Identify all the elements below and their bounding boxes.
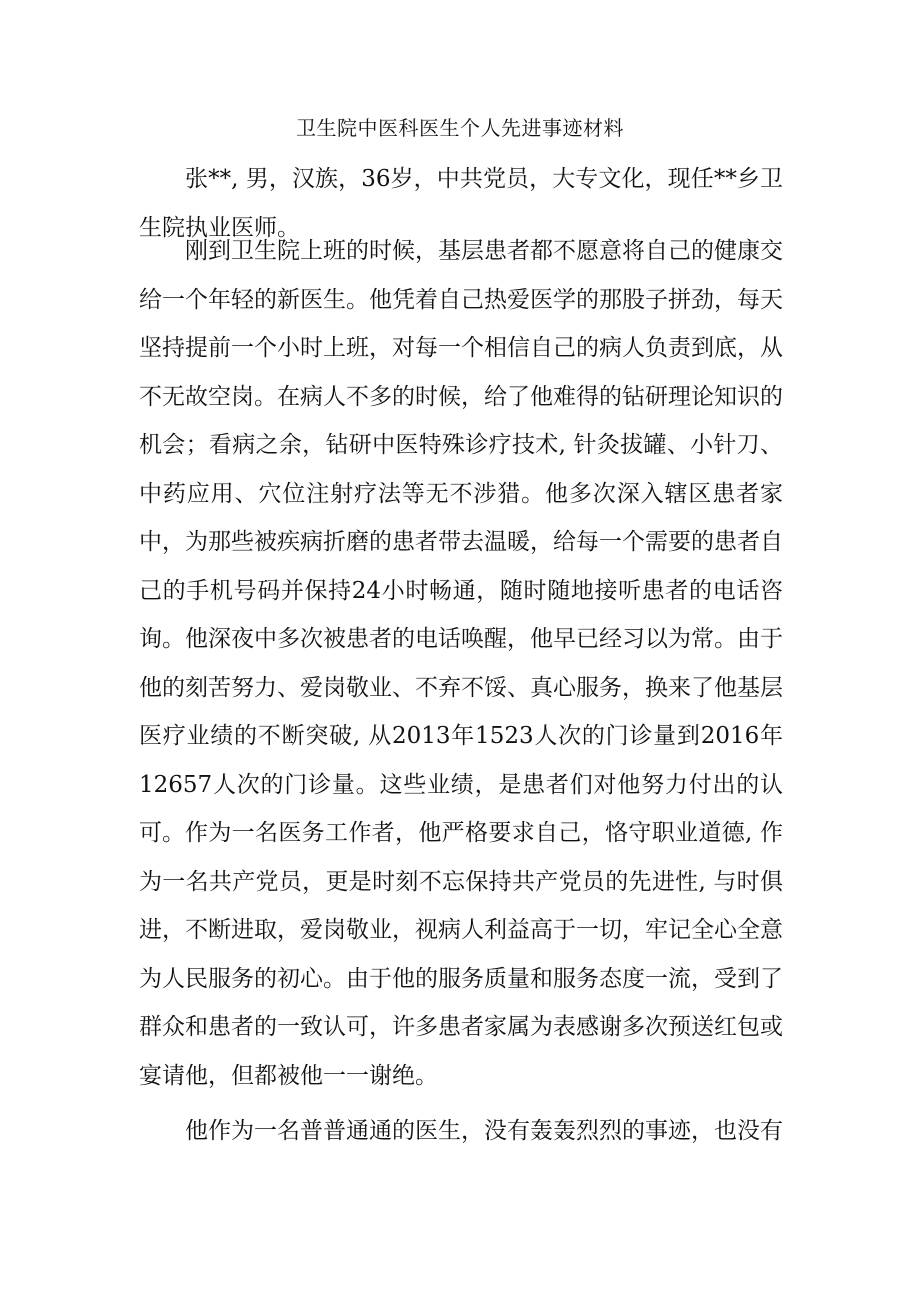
paragraph-work-history: 刚到卫生院上班的时候，基层患者都不愿意将自己的健康交给一个年轻的新医生。他凭着自己热爱医学的那股子拼劲，每天坚持提前一个小时上班，对每一个相信自己的病人负责到底，从不无故空岗。在病人不多的时候，给了他难得的钻研理论知识的机会；看病之余，钻研中医特殊诊疗技术, 针灸拔罐、小针刀、中药应用、穴位注射疗法等无不涉猎。他多次深入辖区患者家中，为那些被疾病折磨的患者带去温暖，给每一个需要的患者自己的手机号码并保持24小时畅通，随时随地接听患者的电话咨询。他深夜中多次被患者的电话唤醒，他早已经习以为常。由于他的刻苦努力、爱岗敬业、不弃不馁、真心服务，换来了他基层医疗业绩的不断突破, 从2013年1523人次的门诊量到2016年12657人次的门诊量。这些业绩，是患者们对他努力付出的认可。 — [139, 238, 783, 846]
paragraph-personal-info: 张**, 男，汉族，36岁，中共党员，大专文化，现任**乡卫生院执业医师。 — [139, 166, 783, 241]
document-title: 卫生院中医科医生个人先进事迹材料 — [296, 116, 624, 140]
paragraph-ordinary-doctor: 他作为一名普普通通的医生，没有轰轰烈烈的事迹，也没有 — [185, 1118, 783, 1144]
paragraph-professional-ethics: 作为一名医务工作者，他严格要求自己，恪守职业道德, 作为一名共产党员，更是时刻不忘保持共产党员的先进性, 与时俱进，不断进取，爱岗敬业，视病人利益高于一切，牢记全心全意为人民服务的初心。由于他的服务质量和服务态度一流，受到了群众和患者的一致认可，许多患者家属为表感谢多次预送红包或宴请他，但都被他一一谢绝。 — [139, 820, 783, 1089]
